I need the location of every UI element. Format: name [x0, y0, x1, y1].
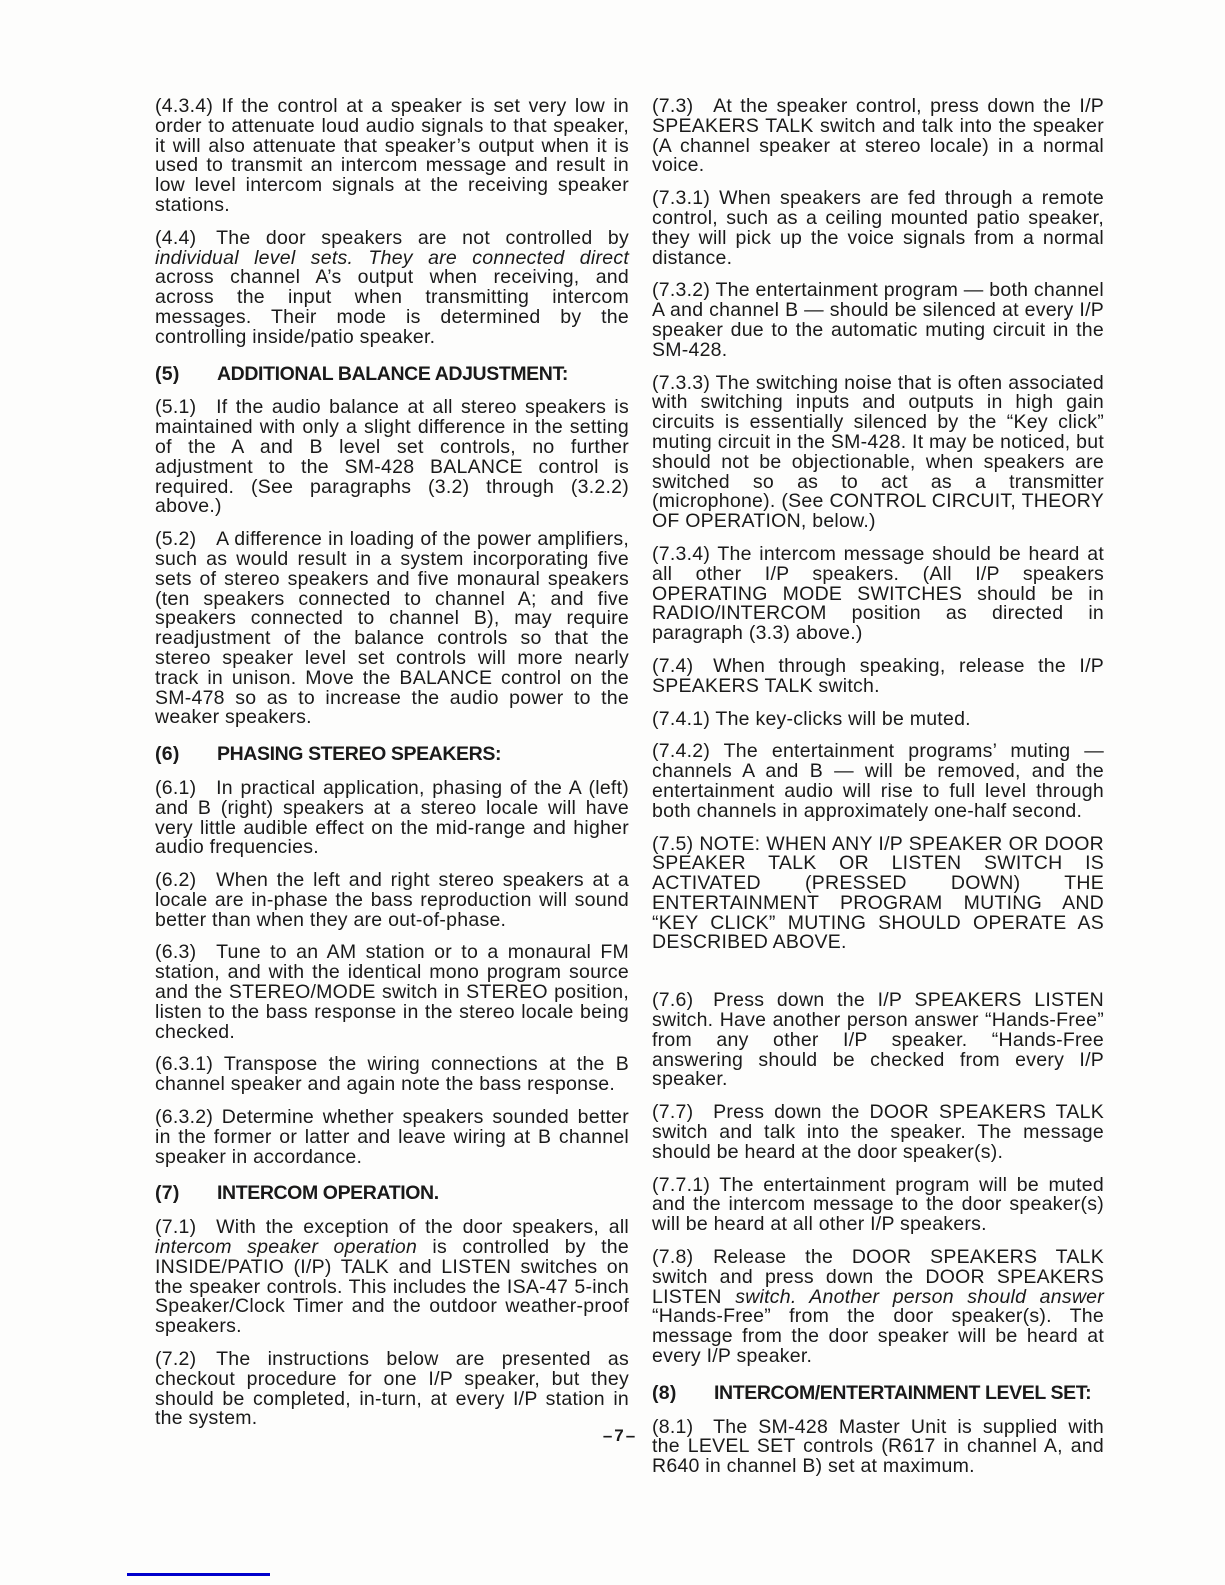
text-run: (7.7) Press down the DOOR SPEAKERS TALK switch and talk into the speaker. The message should be heard at the door speaker(s).: [652, 1101, 1104, 1163]
page-number: –7–: [602, 1426, 638, 1445]
text-run: (7.8) Release the DOOR SPEAKERS TALK switch and press down the DOOR SPEAKERS LISTEN: [652, 1246, 1104, 1308]
text-run: (7.1) With the exception of the door speakers, all: [155, 1216, 629, 1239]
text-run: (7.4.1) The key-clicks will be muted.: [652, 707, 971, 730]
paragraph: [652, 742, 1104, 821]
section-title: ADDITIONAL BALANCE ADJUSTMENT:: [217, 362, 568, 385]
text-run: (7.3.1) When speakers are fed through a remote control, such as a ceiling mounted patio speaker, they will pick up the voice signals from a normal distance.: [652, 187, 1104, 269]
section-number: (8): [652, 1381, 677, 1404]
text-run: (8.1) The SM-428 Master Unit is supplied with the LEVEL SET controls (R617 in channel A, and R640 in channel B) set at maximum.: [652, 1415, 1104, 1478]
text-run: (6.2) When the left and right stereo speakers at a locale are in-phase the bass reproduction will sound better than when they are out-of-phase.: [155, 869, 629, 931]
paragraph: [652, 371, 1104, 533]
text-run: (7.5) NOTE: WHEN ANY I/P SPEAKER OR DOOR SPEAKER TALK OR LISTEN SWITCH IS ACTIVATED (PRESSED DOWN) THE ENTERTAINMENT PROGRAM MUTING AND “KEY CLICK” MUTING SHOULD OPERATE AS DESCRIBED ABOVE.: [652, 832, 1104, 954]
text-run: (7.7.1) The entertainment program will be muted and the intercom message to the door speaker(s) will be heard at all other I/P speakers.: [652, 1173, 1104, 1236]
text-run: “Hands-Free” from the door speaker(s). The message from the door speaker will be heard at every I/P speaker.: [652, 1305, 1104, 1368]
section-heading: [155, 362, 629, 385]
paragraph: [155, 1218, 629, 1337]
section-number: (7): [155, 1182, 180, 1205]
section-title: INTERCOM OPERATION.: [217, 1182, 439, 1205]
italic-text-run: individual level sets. They are connected direct: [155, 246, 629, 269]
section-number: (6): [155, 743, 180, 766]
section-heading: [155, 1184, 629, 1204]
paragraph: [155, 776, 629, 859]
section-number: (5): [155, 362, 180, 385]
text-run: (6.3.2) Determine whether speakers sounded better in the former or latter and leave wiring at B channel speaker in accordance.: [155, 1106, 629, 1168]
text-run: across channel A’s output when receiving, and across the input when transmitting intercom messages. Their mode is determined by the controlling inside/patio speaker.: [155, 266, 629, 348]
paragraph: [652, 1173, 1104, 1236]
italic-text-run: intercom speaker operation: [155, 1236, 418, 1259]
footer-blue-underline-mark: [127, 1573, 270, 1576]
section-heading: [652, 1381, 1104, 1404]
paragraph: [155, 943, 629, 1042]
text-run: (4.3.4) If the control at a speaker is set very low in order to attenuate loud audio signals to that speaker, it will also attenuate that speaker’s output when it is used to transmit an intercom message and result in low level intercom signals at the receiving speaker stations.: [155, 95, 629, 216]
text-run: (4.4) The door speakers are not controlled by: [155, 226, 629, 249]
paragraph: [155, 871, 629, 930]
paragraph: [652, 654, 1104, 697]
paragraph: [652, 707, 1104, 730]
paragraph: [652, 281, 1104, 360]
section-title: PHASING STEREO SPEAKERS:: [217, 743, 502, 766]
text-run: (7.3.3) The switching noise that is often associated with switching inputs and outputs in high gain circuits is essentially silenced by the “Key click” muting circuit in the SM-428. It may be noticed, but should not be objectionable, when speakers are switched so as to act as a transmitter (microphone). (See CONTROL CIRCUIT, THEORY OF OPERATION, below.): [652, 371, 1104, 533]
text-run: (7.4) When through speaking, release the I/P SPEAKERS TALK switch.: [652, 654, 1104, 697]
paragraph: [652, 542, 1104, 645]
paragraph: [652, 1248, 1104, 1367]
section-heading: [155, 745, 629, 765]
text-run: (7.4.2) The entertainment programs’ muting — channels A and B — will be removed, and the entertainment audio will rise to full level through both channels in approximately one-half second.: [652, 740, 1104, 822]
paragraph: [155, 530, 629, 728]
paragraph: [652, 832, 1104, 954]
paragraph: [155, 226, 629, 348]
text-run: (7.2) The instructions below are presented as checkout procedure for one I/P speaker, but they should be completed, in-turn, at every I/P station in the system.: [155, 1348, 629, 1430]
text-run: (6.1) In practical application, phasing of the A (left) and B (right) speakers at a stereo locale will have very little audible effect on the mid-range and higher audio frequencies.: [155, 776, 629, 859]
paragraph: [652, 991, 1104, 1090]
italic-text-run: switch. Another person should answer: [735, 1285, 1105, 1308]
text-run: (6.3.1) Transpose the wiring connections at the B channel speaker and again note the bass response.: [155, 1053, 629, 1096]
text-run: (7.3.4) The intercom message should be heard at all other I/P speakers. (All I/P speakers OPERATING MODE SWITCHES should be in RADIO/INTERCOM position as directed in paragraph (3.3) above.): [652, 542, 1104, 645]
section-title: INTERCOM/ENTERTAINMENT LEVEL SET:: [714, 1381, 1092, 1404]
paragraph: [155, 1055, 629, 1095]
right-column: [652, 97, 1104, 1490]
paragraph: [155, 97, 629, 216]
text-run: (7.3) At the speaker control, press down the I/P SPEAKERS TALK switch and talk into the speaker (A channel speaker at stereo locale) in a normal voice.: [652, 95, 1104, 177]
text-run: (7.6) Press down the I/P SPEAKERS LISTEN switch. Have another person answer “Hands-Free” from any other I/P speaker. “Hands-Free answering should be checked from every I/P speaker.: [652, 989, 1104, 1091]
paragraph: [652, 97, 1104, 176]
paragraph: [155, 1350, 629, 1429]
paragraph: [155, 1108, 629, 1167]
paragraph: [652, 1415, 1104, 1478]
text-run: (6.3) Tune to an AM station or to a monaural FM station, and with the identical mono program source and the STEREO/MODE switch in STEREO position, listen to the bass response in the stereo locale being checked.: [155, 941, 629, 1043]
paragraph: [652, 189, 1104, 268]
text-run: is controlled by the INSIDE/PATIO (I/P) TALK and LISTEN switches on the speaker controls. This includes the ISA-47 5-inch Speaker/Clock Timer and the outdoor weather-proof speakers.: [155, 1236, 629, 1338]
left-column: [155, 97, 629, 1442]
paragraph: [155, 398, 629, 517]
text-run: (5.1) If the audio balance at all stereo speakers is maintained with only a slight difference in the setting of the A and B level set controls, no further adjustment to the SM-428 BALANCE control is required. (See paragraphs (3.2) through (3.2.2) above.): [155, 396, 629, 518]
text-run: (7.3.2) The entertainment program — both channel A and channel B — should be silenced at every I/P speaker due to the automatic muting circuit in the SM-428.: [652, 279, 1104, 361]
text-run: (5.2) A difference in loading of the power amplifiers, such as would result in a system incorporating five sets of stereo speakers and five monaural speakers (ten speakers connected to channel A; and five speakers connected to channel B), may require readjustment of the balance controls so that the stereo speaker level set controls will more nearly track in unison. Move the BALANCE control on the SM-478 so as to increase the audio power to the weaker speakers.: [155, 528, 629, 729]
paragraph: [652, 1103, 1104, 1162]
